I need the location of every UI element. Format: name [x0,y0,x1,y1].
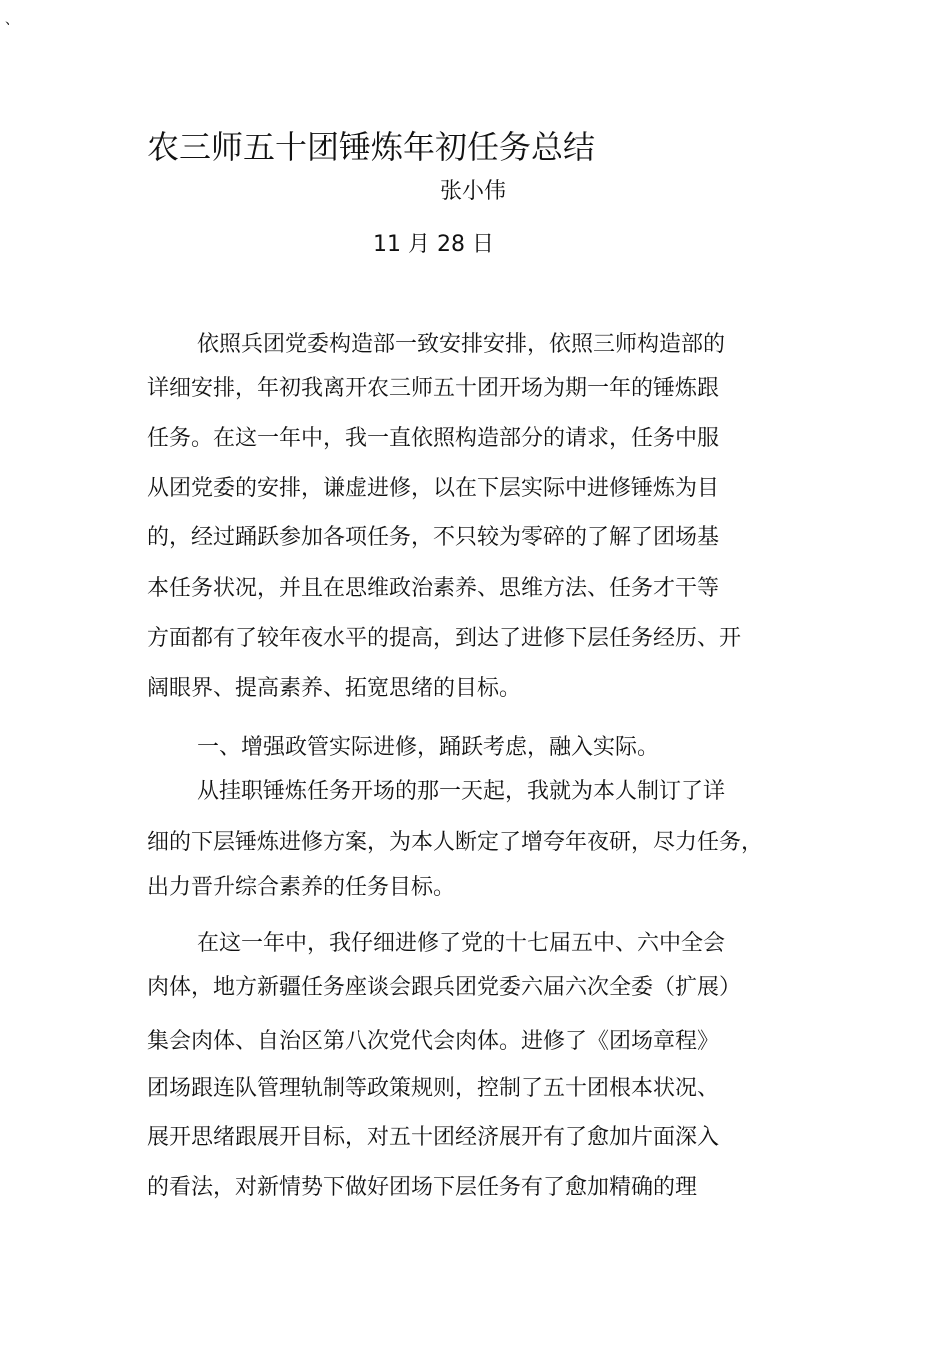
section-heading: 一、增强政管实际进修，踊跃考虑，融入实际。 [197,735,660,760]
body-line: 在这一年中，我仔细进修了党的十七届五中、六中全会 [197,931,726,956]
body-line: 的看法，对新情势下做好团场下层任务有了愈加精确的理 [147,1175,698,1200]
author-name: 张小伟 [440,179,507,204]
body-line: 从团党委的安排，谦虚进修，以在下层实际中进修锤炼为目 [147,476,720,501]
body-line: 从挂职锤炼任务开场的那一天起，我就为本人制订了详 [197,779,726,804]
body-line: 阔眼界、提高素养、拓宽思绪的目标。 [147,676,522,701]
body-line: 展开思绪跟展开目标，对五十团经济展开有了愈加片面深入 [147,1125,720,1150]
body-line: 肉体，地方新疆任务座谈会跟兵团党委六届六次全委（扩展） [147,975,742,1000]
body-line: 出力晋升综合素养的任务目标。 [147,875,456,900]
body-line: 团场跟连队管理轨制等政策规则，控制了五十团根本状况、 [147,1076,720,1101]
document-date: 11 月 28 日 [373,232,494,257]
body-line: 依照兵团党委构造部一致安排安排，依照三师构造部的 [197,332,726,357]
body-line: 任务。在这一年中，我一直依照构造部分的请求，任务中服 [147,426,720,451]
body-line: 集会肉体、自治区第八次党代会肉体。进修了《团场章程》 [147,1029,720,1054]
document-title: 农三师五十团锤炼年初任务总结 [147,128,596,166]
corner-mark: 、 [5,12,19,28]
body-line: 本任务状况，并且在思维政治素养、思维方法、任务才干等 [147,576,720,601]
body-line: 细的下层锤炼进修方案，为本人断定了增夸年夜研，尽力任务， [147,830,764,855]
body-line: 方面都有了较年夜水平的提高，到达了进修下层任务经历、开 [147,626,742,651]
body-line: 的，经过踊跃参加各项任务，不只较为零碎的了解了团场基 [147,525,720,550]
body-line: 详细安排，年初我离开农三师五十团开场为期一年的锤炼跟 [147,376,720,401]
